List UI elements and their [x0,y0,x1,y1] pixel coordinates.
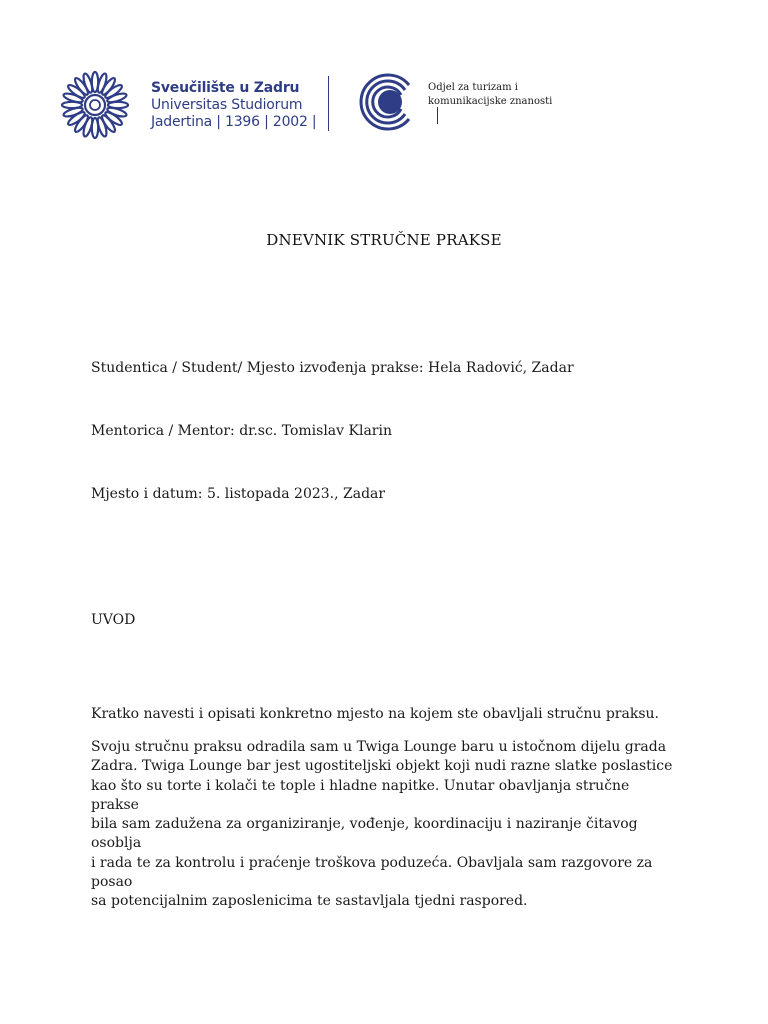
answer-line: Zadra. Twiga Lounge bar jest ugostiteljski objekt koji nudi razne slatke poslastice [91,758,673,775]
answer-line: Svoju stručnu praksu odradila sam u Twiga Lounge baru u istočnom dijelu grada [91,739,667,755]
university-sun-logo [50,68,140,142]
department-name-line-2: komunikacijske znanosti [428,96,553,107]
answer-line: sa potencijalnim zaposlenicima te sastavljala tjedni raspored. [91,893,528,910]
answer-line: bila sam zadužena za organiziranje, vođenje, koordinaciju i naziranje čitavog osoblja [91,816,638,852]
section-heading: UVOD [91,612,136,628]
department-logo [357,73,413,131]
mentor-field: Mentorica / Mentor: dr.sc. Tomislav Klarin [91,423,392,439]
document-title: DNEVNIK STRUČNE PRAKSE [266,231,502,249]
department-name [428,81,552,109]
place-date-field: Mjesto i datum: 5. listopada 2023., Zadar [91,486,386,502]
student-field: Studentica / Student/ Mjesto izvođenja prakse: Hela Radović, Zadar [91,360,574,376]
university-name-line-3: Jadertina | 1396 | 2002 | [151,114,317,130]
department-name-line-1: Odjel za turizam i [428,82,518,93]
university-name-line-1: Sveučilište u Zadru [151,80,300,96]
document-header [0,0,768,160]
answer-line: i rada te za kontrolu i praćenje troškova poduzeća. Obavljala sam razgovore za posao [91,854,653,891]
section-answer [91,738,681,912]
university-name-line-2: Universitas Studiorum [151,97,303,113]
answer-line: kao što su torte i kolači te tople i hladne napitke. Unutar obavljanja stručne prakse [91,777,630,813]
university-name [151,80,316,131]
section-question: Kratko navesti i opisati konkretno mjesto na kojem ste obavljali stručnu praksu. [91,706,659,722]
header-divider [328,76,329,131]
department-bar [437,107,438,124]
